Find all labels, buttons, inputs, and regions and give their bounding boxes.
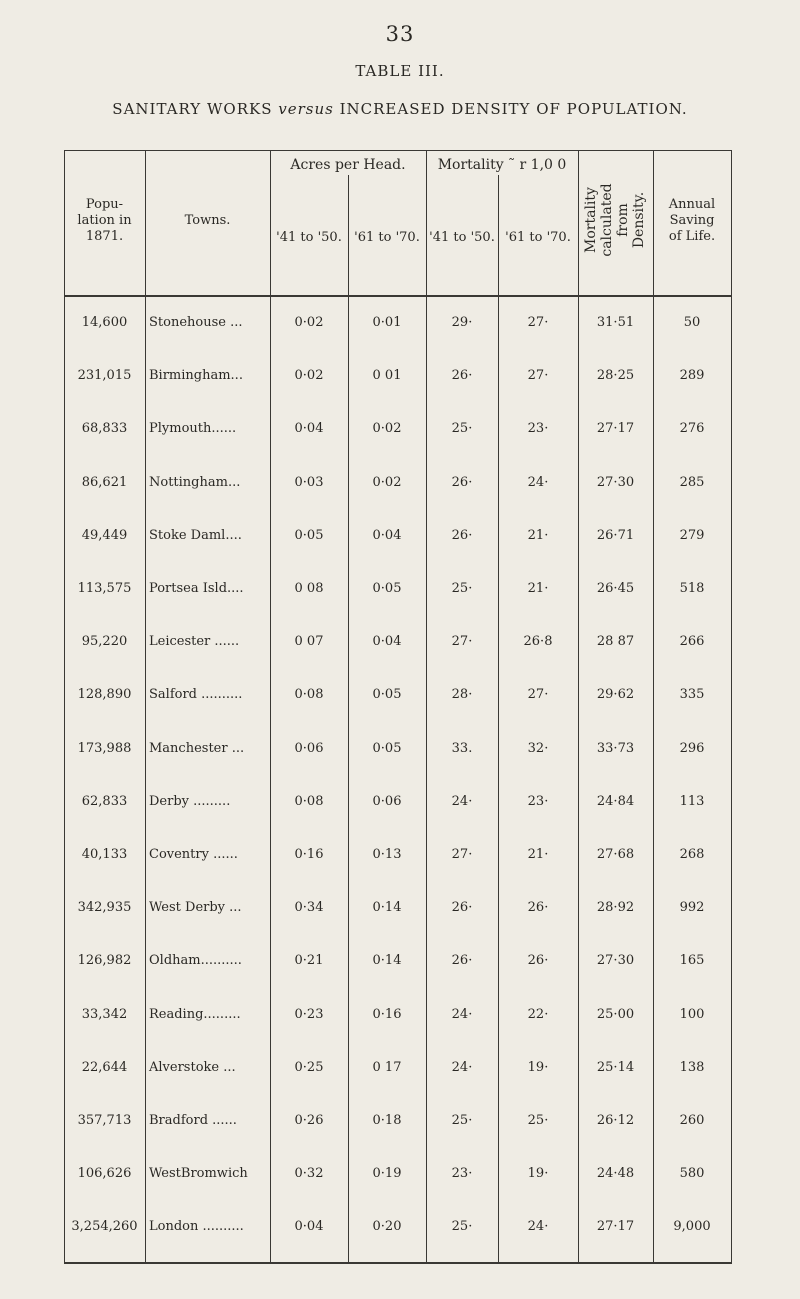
mortality-calculated-cell: 27·68 — [596, 847, 635, 862]
table-row — [0, 1105, 800, 1135]
table-row — [0, 733, 800, 763]
acres-61-70-cell: 0·05 — [372, 581, 402, 596]
header-calc-line3: from — [615, 203, 631, 237]
annual-saving-cell: 335 — [679, 687, 705, 703]
mortality-calculated-cell: 25·14 — [596, 1059, 635, 1075]
mortality-calculated-cell: 27·30 — [596, 474, 635, 490]
acres-61-70-cell: 0·19 — [372, 1166, 402, 1182]
acres-41-50-cell: 0·02 — [294, 315, 324, 330]
mortality-calculated-cell: 26·71 — [596, 527, 635, 543]
acres-41-50-cell: 0·23 — [294, 1006, 324, 1022]
acres-61-70-cell: 0·02 — [372, 421, 402, 437]
mortality-61-70-cell: 24· — [527, 1219, 549, 1235]
acres-41-50-cell: 0·21 — [294, 953, 324, 969]
annual-saving-cell: 260 — [679, 1113, 705, 1128]
header-population-line2: lation in — [77, 213, 132, 228]
mortality-41-50-cell: 26· — [451, 474, 473, 490]
table-row — [0, 1158, 800, 1188]
town-cell: Leicester ...... — [149, 634, 240, 650]
table-row — [0, 892, 800, 922]
table-row — [0, 679, 800, 709]
page-number: 33 — [385, 22, 415, 46]
mortality-61-70-cell: 21· — [527, 581, 549, 596]
town-cell: Bradford ...... — [149, 1113, 237, 1128]
table-row — [0, 945, 800, 975]
annual-saving-cell: 279 — [679, 527, 705, 543]
acres-61-70-cell: 0·05 — [372, 687, 402, 703]
population-cell: 173,988 — [77, 740, 132, 756]
mortality-41-50-cell: 23· — [451, 1166, 473, 1182]
mortality-calculated-cell: 33·73 — [596, 740, 635, 756]
population-cell: 22,644 — [81, 1059, 128, 1075]
population-cell: 95,220 — [81, 634, 128, 650]
mortality-calculated-cell: 26·12 — [596, 1113, 635, 1128]
acres-41-50-cell: 0 08 — [294, 581, 324, 596]
mortality-calculated-cell: 24·84 — [596, 793, 635, 809]
table-row — [0, 307, 800, 337]
town-cell: Alverstoke ... — [149, 1059, 236, 1075]
table-row — [0, 573, 800, 603]
acres-41-50-cell: 0·06 — [294, 740, 324, 756]
town-cell: Derby ......... — [149, 793, 231, 809]
mortality-41-50-cell: 24· — [451, 793, 473, 809]
population-cell: 357,713 — [77, 1113, 132, 1128]
heading-versus: versus — [278, 100, 334, 118]
acres-41-50-cell: 0 07 — [294, 634, 324, 650]
mortality-61-70-cell: 26· — [527, 953, 549, 969]
bottom-rule — [64, 1262, 732, 1264]
annual-saving-cell: 268 — [679, 847, 705, 862]
acres-61-70-cell: 0·01 — [372, 315, 402, 330]
mortality-41-50-cell: 33. — [451, 740, 473, 756]
mortality-41-50-cell: 26· — [451, 953, 473, 969]
header-mortality-group: Mortality ˜ r 1,0 0 — [437, 157, 567, 173]
acres-41-50-cell: 0·02 — [294, 368, 324, 384]
population-cell: 68,833 — [81, 421, 128, 437]
town-cell: Oldham.......... — [149, 953, 242, 969]
annual-saving-cell: 518 — [679, 581, 705, 596]
mortality-calculated-cell: 29·62 — [596, 687, 635, 703]
acres-61-70-cell: 0 01 — [372, 368, 402, 384]
top-rule — [64, 150, 732, 151]
acres-41-50-cell: 0·03 — [294, 474, 324, 490]
mortality-41-50-cell: 27· — [451, 847, 473, 862]
header-acres-group: Acres per Head. — [290, 157, 406, 173]
header-annual-line3: of Life. — [668, 229, 716, 244]
population-cell: 49,449 — [81, 527, 128, 543]
acres-61-70-cell: 0·05 — [372, 740, 402, 756]
town-cell: Nottingham... — [149, 474, 241, 490]
mortality-calculated-cell: 25·00 — [596, 1006, 635, 1022]
mortality-61-70-cell: 27· — [527, 315, 549, 330]
mortality-41-50-cell: 26· — [451, 900, 473, 916]
heading-part1: SANITARY WORKS — [112, 100, 273, 118]
acres-41-50-cell: 0·08 — [294, 687, 324, 703]
mortality-41-50-cell: 28· — [451, 687, 473, 703]
mortality-61-70-cell: 32· — [527, 740, 549, 756]
table-label: TABLE III. — [355, 62, 445, 80]
acres-61-70-cell: 0·14 — [372, 953, 402, 969]
population-cell: 113,575 — [77, 581, 132, 596]
acres-61-70-cell: 0·18 — [372, 1113, 402, 1128]
acres-61-70-cell: 0·13 — [372, 847, 402, 862]
acres-61-70-cell: 0 17 — [372, 1059, 402, 1075]
town-cell: WestBromwich — [149, 1166, 248, 1182]
population-cell: 40,133 — [81, 847, 128, 862]
annual-saving-cell: 113 — [679, 793, 705, 809]
header-population-line3: 1871. — [85, 229, 124, 244]
annual-saving-cell: 276 — [679, 421, 705, 437]
mortality-41-50-cell: 29· — [451, 315, 473, 330]
acres-41-50-cell: 0·16 — [294, 847, 324, 862]
population-cell: 128,890 — [77, 687, 132, 703]
heading-part2: INCREASED DENSITY OF POPULATION. — [339, 100, 688, 118]
mortality-41-50-cell: 25· — [451, 1219, 473, 1235]
acres-41-50-cell: 0·32 — [294, 1166, 324, 1182]
mortality-61-70-cell: 19· — [527, 1059, 549, 1075]
table-row — [0, 786, 800, 816]
header-annual-line2: Saving — [669, 213, 715, 228]
mortality-calculated-cell: 27·17 — [596, 1219, 635, 1235]
header-calc-line1: Mortality — [583, 187, 599, 253]
table-row — [0, 839, 800, 869]
col-line-3 — [348, 175, 349, 1262]
header-mortality-61-70: '61 to '70. — [505, 230, 571, 245]
mortality-calculated-cell: 27·30 — [596, 953, 635, 969]
acres-41-50-cell: 0·04 — [294, 421, 324, 437]
header-acres-61-70: '61 to '70. — [354, 230, 420, 245]
population-cell: 106,626 — [77, 1166, 132, 1182]
mortality-61-70-cell: 26·8 — [523, 634, 553, 650]
town-cell: London .......... — [149, 1219, 244, 1235]
mortality-61-70-cell: 22· — [527, 1006, 549, 1022]
acres-61-70-cell: 0·20 — [372, 1219, 402, 1235]
mortality-61-70-cell: 27· — [527, 368, 549, 384]
mortality-calculated-cell: 24·48 — [596, 1166, 635, 1182]
header-population-line1: Popu- — [85, 197, 124, 212]
acres-41-50-cell: 0·04 — [294, 1219, 324, 1235]
mortality-61-70-cell: 19· — [527, 1166, 549, 1182]
acres-41-50-cell: 0·34 — [294, 900, 324, 916]
header-calc-line4: Density. — [631, 191, 647, 249]
annual-saving-cell: 9,000 — [673, 1219, 711, 1235]
mortality-calculated-cell: 28 87 — [596, 634, 635, 650]
mortality-61-70-cell: 21· — [527, 527, 549, 543]
header-mortality-41-50: '41 to '50. — [429, 230, 495, 245]
annual-saving-cell: 285 — [679, 474, 705, 490]
town-cell: Plymouth...... — [149, 421, 237, 437]
town-cell: Stonehouse ... — [149, 315, 243, 330]
acres-61-70-cell: 0·04 — [372, 527, 402, 543]
acres-41-50-cell: 0·26 — [294, 1113, 324, 1128]
acres-61-70-cell: 0·02 — [372, 474, 402, 490]
mortality-61-70-cell: 25· — [527, 1113, 549, 1128]
header-annual-saving — [653, 197, 731, 245]
population-cell: 62,833 — [81, 793, 128, 809]
annual-saving-cell: 165 — [679, 953, 705, 969]
mortality-calculated-cell: 28·92 — [596, 900, 635, 916]
annual-saving-cell: 50 — [683, 315, 701, 330]
population-cell: 33,342 — [81, 1006, 128, 1022]
col-line-5 — [498, 175, 499, 1262]
town-cell: Manchester ... — [149, 740, 245, 756]
mortality-41-50-cell: 26· — [451, 527, 473, 543]
mortality-41-50-cell: 26· — [451, 368, 473, 384]
mortality-61-70-cell: 24· — [527, 474, 549, 490]
header-calc-line2: calculated — [599, 183, 615, 257]
town-cell: Salford .......... — [149, 687, 243, 703]
town-cell: Birmingham... — [149, 368, 243, 384]
mortality-41-50-cell: 27· — [451, 634, 473, 650]
header-rule — [64, 295, 732, 297]
population-cell: 231,015 — [77, 368, 132, 384]
town-cell: West Derby ... — [149, 900, 242, 916]
mortality-41-50-cell: 25· — [451, 421, 473, 437]
annual-saving-cell: 992 — [679, 900, 705, 916]
population-cell: 86,621 — [81, 474, 128, 490]
mortality-61-70-cell: 21· — [527, 847, 549, 862]
annual-saving-cell: 289 — [679, 368, 705, 384]
header-annual-line1: Annual — [668, 197, 716, 212]
acres-61-70-cell: 0·04 — [372, 634, 402, 650]
acres-61-70-cell: 0·06 — [372, 793, 402, 809]
table-row — [0, 999, 800, 1029]
mortality-61-70-cell: 23· — [527, 793, 549, 809]
mortality-calculated-cell: 28·25 — [596, 368, 635, 384]
table-row — [0, 360, 800, 390]
mortality-calculated-cell: 27·17 — [596, 421, 635, 437]
table-row — [0, 1052, 800, 1082]
mortality-61-70-cell: 23· — [527, 421, 549, 437]
town-cell: Stoke Daml.... — [149, 527, 242, 543]
table-row — [0, 467, 800, 497]
annual-saving-cell: 266 — [679, 634, 705, 650]
header-mortality-calculated — [583, 155, 649, 285]
annual-saving-cell: 138 — [679, 1059, 705, 1075]
mortality-calculated-cell: 31·51 — [596, 315, 635, 330]
header-population — [64, 197, 145, 245]
town-cell: Reading......... — [149, 1006, 241, 1022]
table-row — [0, 626, 800, 656]
annual-saving-cell: 100 — [679, 1006, 705, 1022]
mortality-41-50-cell: 24· — [451, 1006, 473, 1022]
acres-41-50-cell: 0·08 — [294, 793, 324, 809]
population-cell: 3,254,260 — [71, 1219, 138, 1235]
mortality-41-50-cell: 25· — [451, 1113, 473, 1128]
acres-41-50-cell: 0·25 — [294, 1059, 324, 1075]
header-towns: Towns. — [184, 213, 231, 228]
table-row — [0, 1211, 800, 1241]
mortality-41-50-cell: 25· — [451, 581, 473, 596]
population-cell: 342,935 — [77, 900, 132, 916]
mortality-61-70-cell: 27· — [527, 687, 549, 703]
acres-61-70-cell: 0·16 — [372, 1006, 402, 1022]
annual-saving-cell: 580 — [679, 1166, 705, 1182]
annual-saving-cell: 296 — [679, 740, 705, 756]
mortality-calculated-cell: 26·45 — [596, 581, 635, 596]
header-acres-41-50: '41 to '50. — [276, 230, 342, 245]
table-heading — [0, 100, 800, 118]
mortality-61-70-cell: 26· — [527, 900, 549, 916]
acres-41-50-cell: 0·05 — [294, 527, 324, 543]
table-row — [0, 520, 800, 550]
table-row — [0, 413, 800, 443]
population-cell: 126,982 — [77, 953, 132, 969]
town-cell: Portsea Isld.... — [149, 581, 244, 596]
town-cell: Coventry ...... — [149, 847, 238, 862]
acres-61-70-cell: 0·14 — [372, 900, 402, 916]
mortality-41-50-cell: 24· — [451, 1059, 473, 1075]
population-cell: 14,600 — [81, 315, 128, 330]
